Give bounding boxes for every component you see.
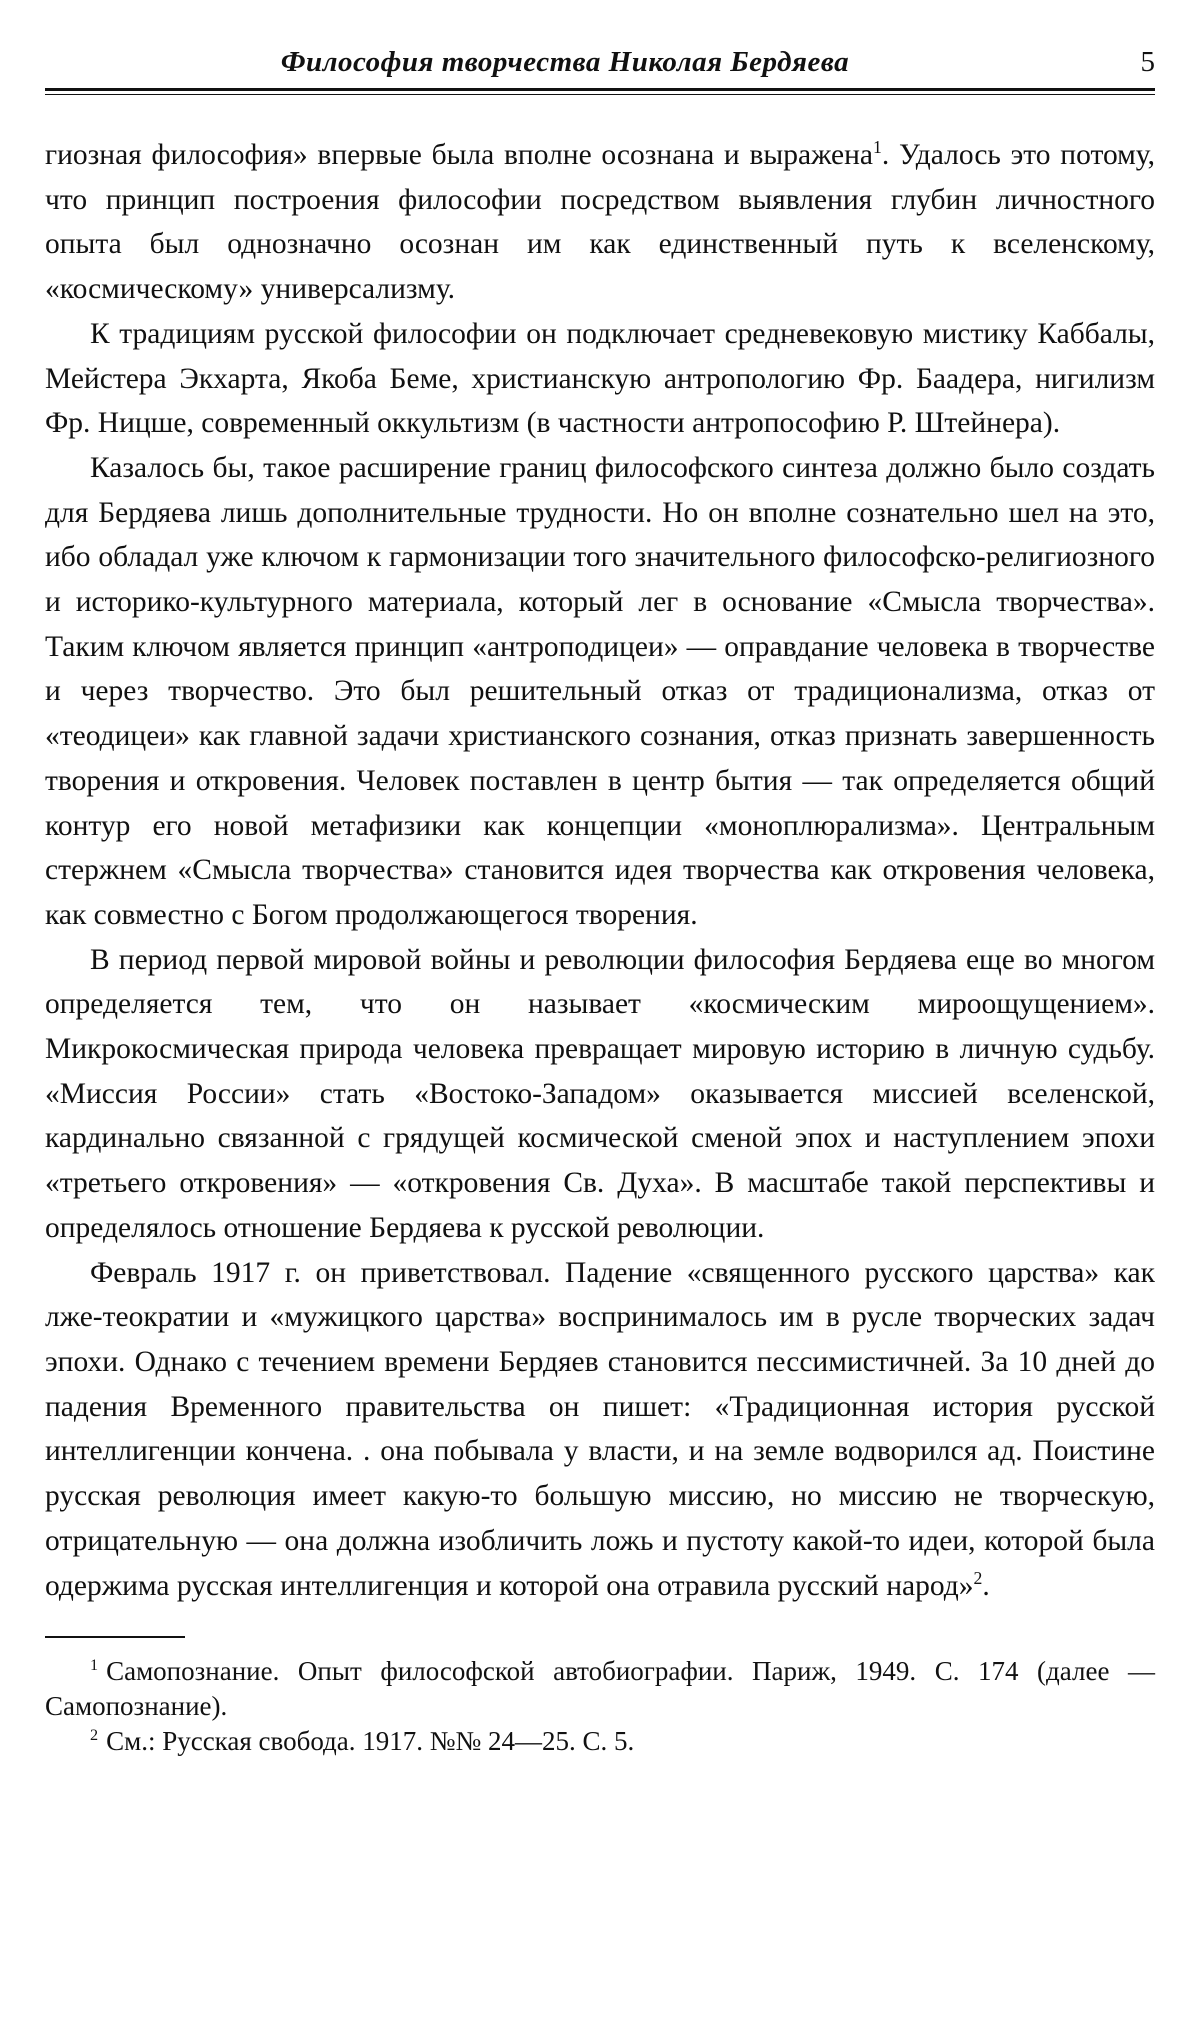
paragraph-5-tail: . [982, 1569, 990, 1602]
footnote-2 [45, 1724, 1155, 1759]
page-header [45, 40, 1155, 88]
footnote-1-text: Самопознание. Опыт философской автобиографии. Париж, 1949. С. 174 (далее — Самопознание). [45, 1656, 1155, 1722]
footnote-2-mark: 2 [90, 1726, 99, 1745]
footnote-ref-1: 1 [873, 137, 882, 158]
page-number: 5 [1140, 46, 1155, 78]
paragraph-1 [45, 133, 1155, 312]
paragraph-5 [45, 1251, 1155, 1609]
paragraph-4 [45, 938, 1155, 1251]
footnote-separator [45, 1636, 185, 1638]
paragraph-2-text: К традициям русской философии он подключает средневековую мистику Каббалы, Мейстера Экхарта, Якоба Беме, христианскую антропологию Фр. Баадера, нигилизм Фр. Ницше, современный оккультизм (в частности антропософию Р. Штейнера). [45, 317, 1155, 440]
paragraph-5-text: Февраль 1917 г. он приветствовал. Падение «священного русского царства» как лже-теократии и «мужицкого царства» воспринималось им в русле творческих задач эпохи. Однако с течением времени Бердяев становится пессимистичней. За 10 дней до падения Временного правительства он пишет: «Традиционная история русской интеллигенции кончена. . она побывала у власти, и на земле водворился ад. Поистине русская революция имеет какую-то большую миссию, но миссию не творческую, отрицательную — она должна изобличить ложь и пустоту какой-то идеи, которой была одержима русская интеллигенция и которой она отравила русский народ» [45, 1256, 1155, 1602]
footnote-2-text: См.: Русская свобода. 1917. №№ 24—25. С. 5. [106, 1726, 635, 1757]
paragraph-2 [45, 312, 1155, 446]
paragraph-1-tail: . Удалось это потому, что принцип построения философии посредством выявления глубин личностного опыта был однозначно осознан им как единственный путь к вселенскому, «космическому» универсализму. [45, 139, 1155, 306]
header-rule-thick [45, 88, 1155, 91]
footnotes [45, 1654, 1155, 1759]
running-title: Философия творчества Николая Бердяева [280, 46, 850, 78]
paragraph-3-text: Казалось бы, такое расширение границ философского синтеза должно было создать для Бердяева лишь дополнительные трудности. Но он вполне сознательно шел на это, ибо обладал уже ключом к гармонизации того значительного философско-религиозного и историко-культурного материала, который лег в основание «Смысла творчества». Таким ключом является принцип «антроподицеи» — оправдание человека в творчестве и через творчество. Это был решительный отказ от традиционализма, отказ от «теодицеи» как главной задачи христианского сознания, отказ признать завершенность творения и откровения. Человек поставлен в центр бытия — так определяется общий контур его новой метафизики как концепции «моноплюрализма». Центральным стержнем «Смысла творчества» становится идея творчества как откровения человека, как совместно с Богом продолжающегося творения. [45, 451, 1155, 931]
paragraph-4-text: В период первой мировой войны и революции философия Бердяева еще во многом определяется тем, что он называет «космическим мироощущением». Микрокосмическая природа человека превращает мировую историю в личную судьбу. «Миссия России» стать «Востоко-Западом» оказывается миссией вселенской, кардинально связанной с грядущей космической сменой эпох и наступлением эпохи «третьего откровения» — «откровения Св. Духа». В масштабе такой перспективы и определялось отношение Бердяева к русской революции. [45, 943, 1155, 1244]
paragraph-3 [45, 446, 1155, 938]
paragraph-1-text: гиозная философия» впервые была вполне осознана и выражена [45, 139, 874, 171]
main-text [45, 133, 1155, 1608]
footnote-1 [45, 1654, 1155, 1724]
footnote-ref-2: 2 [973, 1567, 983, 1588]
footnote-1-mark: 1 [90, 1656, 99, 1675]
header-rule-thin [45, 94, 1155, 95]
